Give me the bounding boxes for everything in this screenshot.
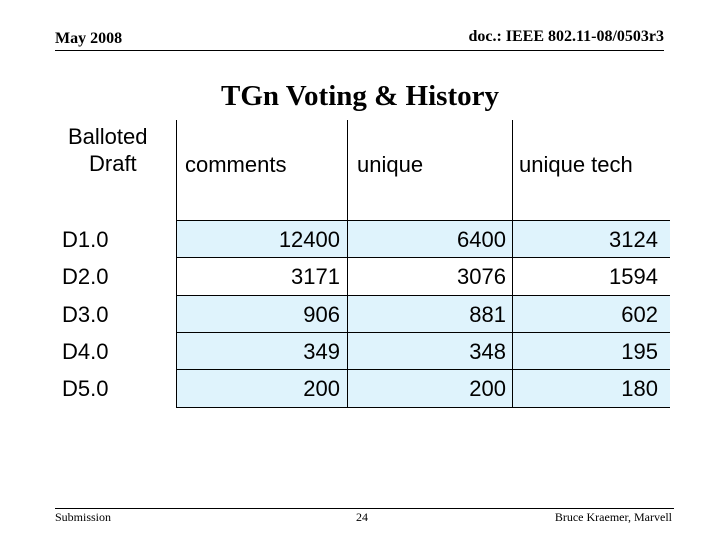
header-unique-tech: unique tech	[519, 152, 633, 177]
table-cell-unique: 6400	[457, 227, 506, 252]
table-col-rule-1	[176, 120, 177, 408]
table-col-rule-3	[512, 120, 513, 408]
table-cell-comments: 200	[303, 376, 340, 401]
slide-title: TGn Voting & History	[221, 80, 499, 112]
table-row-rule	[176, 295, 670, 296]
table-row-draft: D3.0	[62, 302, 109, 327]
table-cell-unique: 881	[469, 302, 506, 327]
table-row-rule	[176, 369, 670, 370]
footer-author: Bruce Kraemer, Marvell	[554, 510, 672, 524]
table-cell-unique-tech: 602	[621, 302, 658, 327]
table-row-draft: D2.0	[62, 264, 109, 289]
table-col-rule-2	[347, 120, 348, 408]
header-date: May 2008	[55, 30, 123, 47]
header-rule	[55, 50, 664, 51]
table-cell-comments: 3171	[291, 264, 340, 289]
table-cell-unique: 200	[469, 376, 506, 401]
table-cell-unique: 348	[469, 339, 506, 364]
header-draft: Draft	[89, 151, 137, 176]
table-row-rule	[176, 220, 670, 221]
table-cell-unique-tech: 1594	[609, 264, 658, 289]
table-row-rule	[176, 407, 670, 408]
table-cell-unique-tech: 180	[621, 376, 658, 401]
table-cell-comments: 349	[303, 339, 340, 364]
table-shade-row-d1	[176, 220, 670, 257]
table-row-draft: D4.0	[62, 339, 109, 364]
footer-rule	[55, 508, 674, 509]
table-cell-unique-tech: 195	[621, 339, 658, 364]
table-cell-comments: 906	[303, 302, 340, 327]
table-cell-unique: 3076	[457, 264, 506, 289]
table-row-rule	[176, 332, 670, 333]
table-cell-unique-tech: 3124	[609, 227, 658, 252]
footer-submission: Submission	[55, 510, 112, 524]
header-unique: unique	[357, 152, 424, 177]
table-shade-rows-d3-d5	[176, 295, 670, 407]
header-comments: comments	[185, 152, 287, 177]
header-balloted: Balloted	[68, 124, 148, 149]
table-row-draft: D1.0	[62, 227, 109, 252]
footer-page-number: 24	[356, 510, 368, 524]
table-cell-comments: 12400	[278, 227, 340, 252]
table-row-rule	[176, 257, 670, 258]
header-doc-id: doc.: IEEE 802.11-08/0503r3	[468, 28, 664, 45]
table-row-draft: D5.0	[62, 376, 109, 401]
